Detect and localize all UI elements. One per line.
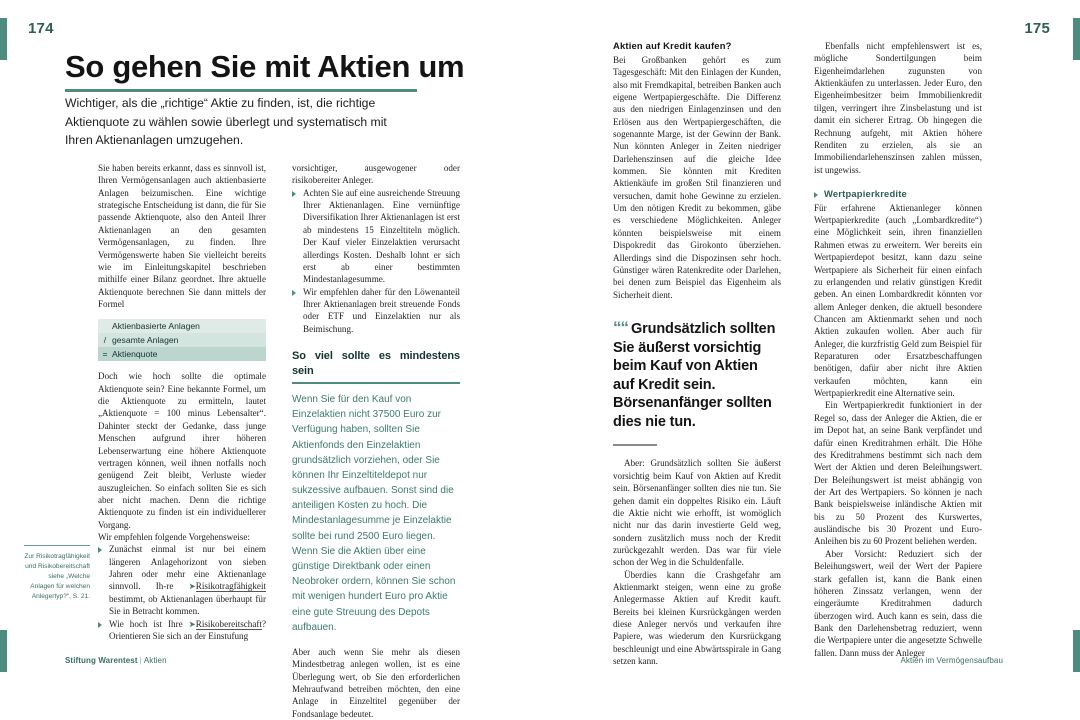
highlight-callout: Wenn Sie für den Kauf von Einzelaktien nicht 37500 Euro zur Verfügung haben, sollten Sie Aktienfonds den Einzelaktien grundsätzlich vorziehen, oder Sie können Ihr Einzeltiteldepot nur sukzessive aufbauen. Sonst sind die anteiligen Kosten zu hoch. Die Mindestanlagesumme je Einzelaktie sollte bei rund 2500 Euro liegen. Wenn Sie die Aktien über eine günstige Direktbank oder einen Neobroker ordern, können Sie schon mit wenigen hundert Euro pro Aktie eine gute Streuung des Depots aufbauen. xyxy=(292,393,456,633)
formula-term: Aktienbasierte Anlagen xyxy=(112,320,200,331)
edge-accent-bar-right-bottom xyxy=(1073,630,1080,672)
column-3 xyxy=(613,40,781,668)
pull-quote-rule xyxy=(613,444,657,446)
article-subheading-wertpapierkredite: Wertpapierkredite xyxy=(814,188,982,201)
paragraph: Aber auch wenn Sie mehr als diesen Mindestbetrag anlegen wollen, ist es eine Überlegung wert, ob Sie den erforderlichen Mehraufwand betreiben möchten, den eine Anlage in Einzeltitel gegenüber der Fondsanlage bedeutet. xyxy=(292,646,460,719)
list-item xyxy=(98,618,266,643)
formula-row-numerator xyxy=(98,319,266,333)
footer-separator: | xyxy=(139,656,142,665)
column-4 xyxy=(814,40,982,659)
margin-note: Zur Risikotragfähigkeit und Risikobereitschaft siehe „Welche Anlagen für welchen Anlegertyp?“, S. 21. xyxy=(24,553,90,600)
list-item-text-a: Wie hoch ist Ihre xyxy=(109,618,189,629)
cross-reference-label: Risikotragfähigkeit xyxy=(195,581,266,592)
paragraph: Doch wie hoch sollte die optimale Aktienquote sein? Eine bekannte Formel, um die Aktienquote zu ermitteln, lautet „Aktienquote = 100 minus Lebensalter“. Dahinter steckt der Gedanke, dass junge Menschen aufgrund ihrer höheren Lebenserwartung eine höhere Aktienquote vertragen können, weil ihnen notfalls noch genügend Zeit bleibt, Verluste wieder auszugleichen. So einfach sollten Sie es sich aber nicht machen. Denn die richtige Aktienquote zu finden ist ein individuellerer Vorgang. xyxy=(98,371,266,530)
article-subheading: Aktien auf Kredit kaufen? xyxy=(613,40,732,51)
page-deck: Wichtiger, als die „richtige“ Aktie zu finden, ist, die richtige Aktienquote zu wählen sowie überlegt und systematisch mit Ihren Aktienanlagen umzugehen. xyxy=(65,96,387,148)
pull-quote xyxy=(613,317,781,431)
page-title: So gehen Sie mit Aktien um xyxy=(65,49,465,84)
paragraph: Aber: Grundsätzlich sollten Sie äußerst vorsichtig beim Kauf von Aktien auf Kredit sein. Börsenanfänger sollten dies nie tun. Sie gehen damit ein doppeltes Risiko ein. Läuft die Aktie nicht wie erhofft, ist womöglich nicht nur das darin investierte Geld weg, sondern zusätzlich muss noch der Kredit zurückgezahlt werden. Das war für viele schon der Weg in die Schuldenfalle. xyxy=(613,458,781,568)
paragraph: Überdies kann die Crashgefahr am Aktienmarkt steigen, wenn eine zu große Anlegermasse Aktien auf Kredit kauft. Bereits bei kleinen Kursrückgängen werden diese Anleger nervös und verkaufen ihre Papiere, was wiederum den Kursrückgang beschleunigt und eine Abwärtsspirale in Gang setzen kann. xyxy=(613,569,781,667)
paragraph: Sie haben bereits erkannt, dass es sinnvoll ist, Ihren Vermögensanlagen auch aktienbasierte Anlagen beizumischen. Eine wichtige strategische Entscheidung ist dann, die für Sie passende Aktienquote, also den Anteil Ihrer Aktienanlagen an den gesamten Vermögensanlagen, zu finden. Ihre Vermögenswerte haben Sie vielleicht bereits wie im Einleitungskapitel beschrieben mithilfe einer Bilanz geordnet. Ihre aktuelle Aktienquote berechnen Sie dann mittels der Formel xyxy=(98,163,266,309)
section-heading: So viel sollte es mindestens sein xyxy=(292,349,460,384)
paragraph: Wir empfehlen folgende Vorgehensweise: xyxy=(98,532,250,543)
page-number-recto: 175 xyxy=(1024,20,1050,37)
bookmark-arrow-icon: ➤ xyxy=(188,618,196,629)
paragraph: Für erfahrene Aktienanleger können Wertpapierkredite (auch „Lombardkredite“) eine Möglichkeit sein, ihren finanziellen Rahmen etwas zu erweitern. Wer bereits ein Wertpapierdepot besitzt, kann dazu seine Wertpapiere als Sicherheit für einen einfach zu erlangenden und relativ günstigen Kredit geben. An einen Lombardkredit könnten vor allem Anleger denken, die aktuell besondere Chancen am Aktienmarkt sehen und noch Aktien zukaufen wollen. Aber auch für Anleger, die kurzfristig Geld zum Beispiel für Reparaturen oder Ersatzbeschaffungen benötigen, dafür aber nicht ihre Aktien verkaufen möchten, kann ein Wertpapierkredit eine Alternative sein. xyxy=(814,202,982,399)
list-item: Achten Sie auf eine ausreichende Streuung Ihrer Aktienanlagen. Eine vernünftige Diversifikation Ihrer Aktienanlagen ist erst ab mindestens 15 Einzeltiteln möglich. Der Kauf vieler Einzelaktien verursacht allerdings Kosten. Deshalb lohnt er sich erst ab einer bestimmten Mindestanlagesumme. xyxy=(292,187,460,286)
column-2 xyxy=(292,162,460,720)
cross-reference-label: Risikobereitschaft xyxy=(195,618,262,629)
formula-box xyxy=(98,319,266,361)
paragraph-continued: vorsichtiger, ausgewogener oder risikobereiter Anleger. xyxy=(292,163,460,186)
margin-note-rule xyxy=(24,545,90,546)
footer-brand: Stiftung Warentest xyxy=(65,656,138,665)
footer-recto xyxy=(900,656,1003,665)
formula-operator: = xyxy=(102,348,108,359)
cross-reference-link[interactable] xyxy=(189,581,266,592)
formula-term: Aktienquote xyxy=(112,348,158,359)
page-left xyxy=(0,0,540,719)
list-item-text-a: Zunächst einmal ist nur bei einem längeren Anlagehorizont von sieben Jahren oder mehr eine Aktienanlage sinnvoll. Ih-re xyxy=(109,544,266,592)
paragraph: Aber Vorsicht: Reduziert sich der Beleihungswert, weil der Wert der Papiere stark gefallen ist, kann die Bank einen höheren Zinssatz verlangen, wenn der eingeräumte Kreditrahmen dadurch überzogen wird. Auch kann es sein, dass die Bank den Darlehensbetrag reduziert, wenn die Wertpapiere unter die angesetzte Schwelle fallen. Dann muss der Anleger xyxy=(814,548,982,658)
formula-operator: / xyxy=(103,334,107,345)
column-1 xyxy=(98,162,266,643)
footer-verso xyxy=(65,656,167,665)
paragraph: Ein Wertpapierkredit funktioniert in der Regel so, dass der Anleger die Aktien, die er im Depot hat, an seine Bank verpfändet und dafür einen Kreditrahmen erhält. Die Höhe des Kreditrahmens bestimmt sich nach dem Wert der Aktien und deren Beleihungswert. Der Beleihungswert ist meist abhängig von der Art des Wertpapiers. So können je nach Bank beispielsweise inländische Aktien mit bis zu 50 Prozent des Kurswertes, ausländische bis 30 Prozent und Euro-Anleihen bis zu 60 Prozent beliehen werden. xyxy=(814,400,982,547)
cross-reference-link[interactable] xyxy=(189,619,262,630)
bookmark-arrow-icon: ➤ xyxy=(188,581,196,592)
page-number-verso: 174 xyxy=(28,20,54,37)
formula-row-result xyxy=(98,347,266,361)
pull-quote-text: Grundsätzlich sollten Sie äußerst vorsichtig beim Kauf von Aktien auf Kredit sein. Börsenanfänger sollten dies nie tun. xyxy=(613,320,776,430)
paragraph: Bei Großbanken gehört es zum Tagesgeschäft: Mit den Einlagen der Kunden, also mit Fremdkapital, betreiben Banken auch eigene Wertpapiergeschäfte. Die Differenz aus den niedrigen Einlagenzinsen und den Erlösen aus den Wertpapiergeschäften, die sogenannte Marge, ist der Gewinn der Bank. Nun könnten Anleger in Zeiten niedriger Darlehenszinsen auf die gleiche Idee kommen. Sie könnten mit Krediten Aktienkäufe im großen Stil finanzieren und versuchen, damit hohe Gewinne zu erzielen. Um den nötigen Kredit zu bekommen, gäbe es verschiedene Möglichkeiten. Anleger könnten beispielsweise mit einem Dispokredit das Girokonto überziehen. Allerdings sind die Dispozinsen sehr hoch. Günstiger wären Ratenkredite oder Darlehen, bei denen zum Beispiel das Eigenheim als Sicherheit dient. xyxy=(613,54,781,300)
recommendation-list-continued xyxy=(292,187,460,335)
footer-section: Aktien xyxy=(143,656,167,665)
title-underline-rule xyxy=(65,89,417,92)
edge-accent-bar-right-top xyxy=(1073,18,1080,60)
paragraph: Ebenfalls nicht empfehlenswert ist es, mögliche Sondertilgungen beim Eigenheimdarlehen zugunsten von Aktienkäufen zu unterlassen. Jeder Euro, den Eigenheimbesitzer beim Immobilienkredit tilgen, verringert ihre Zinsbelastung und ist damit ein sicherer Ertrag. Ob hingegen die Rechnung aufgeht, mit Aktien höhere Renditen zu erzielen, als sie an Immobiliendarlehenszinsen zahlen müssen, ist ungewiss. xyxy=(814,41,982,175)
footer-section: Aktien im Vermögensaufbau xyxy=(900,656,1003,665)
list-item: Wir empfehlen daher für den Löwenanteil Ihrer Aktienanlagen breit streuende Fonds oder ETF und Einzelaktien nur als Beimischung. xyxy=(292,286,460,335)
formula-term: gesamte Anlagen xyxy=(112,334,179,345)
quotation-mark-icon: ““ xyxy=(613,317,628,337)
recommendation-list xyxy=(98,543,266,642)
formula-row-denominator xyxy=(98,333,266,347)
list-item-text-b: ? Orientieren Sie sich an der Einstufung xyxy=(109,618,266,642)
list-item xyxy=(98,543,266,617)
list-item-text-b: bestimmt, ob Aktienanlagen überhaupt für Sie in Betracht kommen. xyxy=(109,594,266,617)
